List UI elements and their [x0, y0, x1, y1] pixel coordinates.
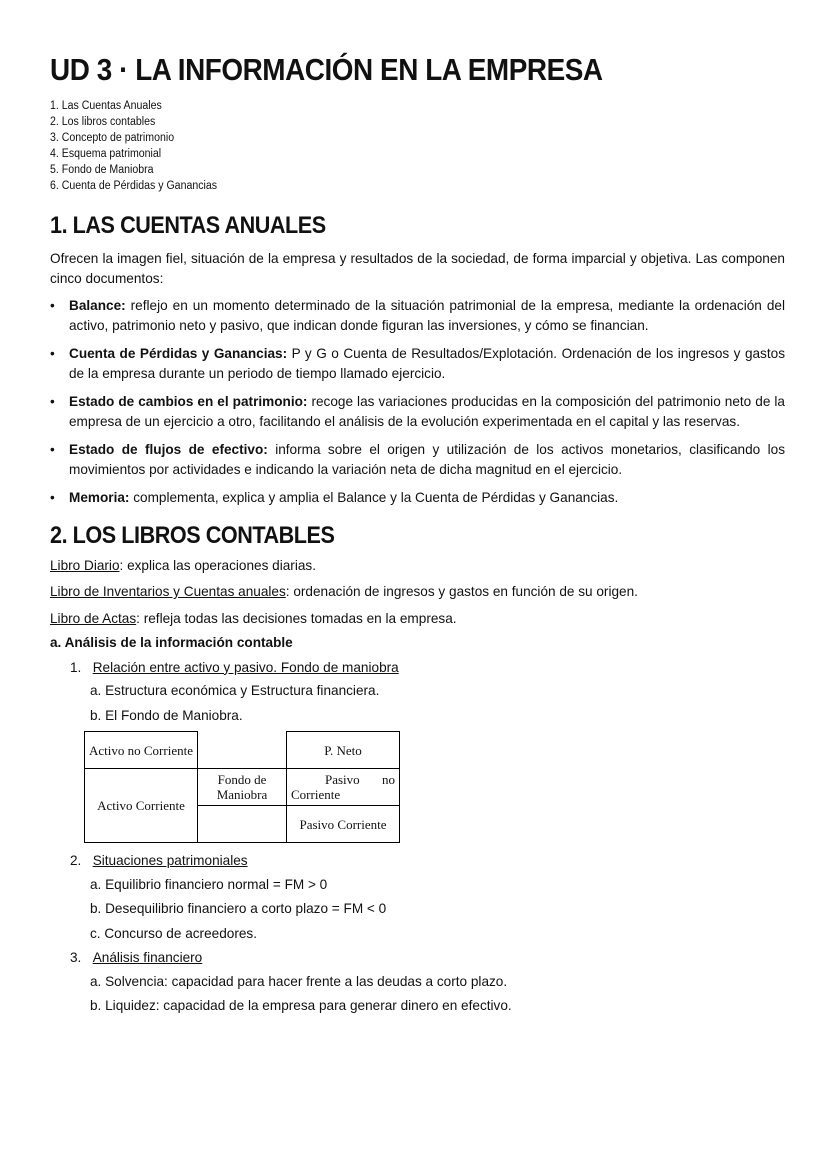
- book-inventarios: [50, 582, 785, 602]
- relation-b: b. El Fondo de Maniobra.: [90, 707, 243, 723]
- fondo-maniobra-table: [84, 731, 400, 843]
- situation-a: a. Equilibrio financiero normal = FM > 0: [90, 876, 328, 892]
- section-1-intro: Ofrecen la imagen fiel, situación de la empresa y resultados de la sociedad, de forma imparcial y objetiva. Las componen cinco documentos:: [50, 251, 785, 286]
- toc-item: 5. Fondo de Maniobra: [50, 164, 154, 176]
- book-description: : refleja todas las decisiones tomadas en la empresa.: [136, 610, 457, 626]
- list-item: [50, 344, 785, 383]
- item-number: 3.: [70, 950, 82, 965]
- book-name: Libro de Inventarios y Cuentas anuales: [50, 584, 286, 599]
- toc-item: 3. Concepto de patrimonio: [50, 132, 175, 144]
- situation-c: c. Concurso de acreedores.: [90, 925, 257, 941]
- toc-item: 1. Las Cuentas Anuales: [50, 100, 162, 112]
- section-1-heading: 1. LAS CUENTAS ANUALES: [50, 212, 326, 239]
- definition: complementa, explica y amplia el Balance y la Cuenta de Pérdidas y Ganancias.: [129, 490, 619, 505]
- definition: P y G o Cuenta de Resultados/Explotación. Ordenación de los ingresos y gastos de la empresa durante un periodo de tiempo llamado ejercicio.: [69, 346, 785, 381]
- situations-heading: [50, 851, 785, 871]
- list-item: [50, 296, 785, 335]
- book-description: : explica las operaciones diarias.: [119, 557, 316, 573]
- book-diario: [50, 556, 785, 576]
- item-title: Análisis financiero: [92, 950, 203, 965]
- table-of-contents: [50, 98, 785, 194]
- annual-accounts-list: [50, 296, 785, 508]
- item-title: Relación entre activo y pasivo. Fondo de maniobra: [92, 659, 399, 675]
- term: Memoria:: [69, 490, 130, 505]
- cell-fondo-maniobra: Fondo de Maniobra: [198, 769, 287, 806]
- document-page: [50, 52, 785, 1016]
- term: Estado de cambios en el patrimonio:: [69, 394, 308, 409]
- cell-activo-corriente: Activo Corriente: [85, 769, 198, 843]
- financial-analysis-a: a. Solvencia: capacidad para hacer frente a las deudas a corto plazo.: [90, 973, 508, 989]
- text-fragment: no: [382, 772, 395, 787]
- financial-analysis-heading: [50, 948, 785, 968]
- document-title: UD 3 · LA INFORMACIÓN EN LA EMPRESA: [50, 52, 603, 87]
- analysis-title: a. Análisis de la información contable: [50, 635, 293, 650]
- cell-pasivo-corriente: Pasivo Corriente: [287, 806, 400, 843]
- toc-item: 6. Cuenta de Pérdidas y Ganancias: [50, 180, 218, 192]
- list-item: [50, 392, 785, 431]
- relation-a: a. Estructura económica y Estructura financiera.: [90, 683, 380, 698]
- term: Balance:: [69, 298, 126, 313]
- item-title: Situaciones patrimoniales: [92, 853, 248, 868]
- text-fragment: Pasivo: [325, 772, 360, 787]
- cell-patrimonio-neto: P. Neto: [287, 732, 400, 769]
- relation-heading: [50, 658, 785, 678]
- item-number: 2.: [70, 853, 82, 868]
- definition: recoge las variaciones producidas en la composición del patrimonio neto de la empresa de un ejercicio a otro, facilitando el análisis de la evolución experimentada en el capital y las reservas.: [69, 394, 785, 429]
- list-item: [50, 440, 785, 479]
- cell-empty: [198, 806, 287, 843]
- situation-b: b. Desequilibrio financiero a corto plazo = FM < 0: [90, 901, 387, 916]
- section-2-heading: 2. LOS LIBROS CONTABLES: [50, 521, 335, 549]
- toc-item: 2. Los libros contables: [50, 116, 156, 128]
- book-description: : ordenación de ingresos y gastos en función de su origen.: [285, 584, 638, 599]
- list-item: [50, 488, 785, 508]
- item-number: 1.: [70, 659, 82, 675]
- definition: informa sobre el origen y utilización de los activos monetarios, clasificando los movimientos por actividades e indicando la variación neta de dicha magnitud en el ejercicio.: [69, 442, 785, 477]
- term: Cuenta de Pérdidas y Ganancias:: [69, 346, 288, 361]
- book-actas: [50, 609, 785, 629]
- cell-activo-no-corriente: Activo no Corriente: [85, 732, 198, 769]
- book-name: Libro Diario: [50, 557, 120, 573]
- financial-analysis-b: b. Liquidez: capacidad de la empresa para generar dinero en efectivo.: [90, 998, 512, 1013]
- term: Estado de flujos de efectivo:: [69, 442, 268, 457]
- text-fragment: Corriente: [291, 787, 341, 802]
- book-name: Libro de Actas: [50, 610, 137, 626]
- cell-pasivo-no-corriente: [287, 769, 400, 806]
- toc-item: 4. Esquema patrimonial: [50, 148, 162, 160]
- definition: reflejo en un momento determinado de la situación patrimonial de la empresa, mediante la ordenación del activo, patrimonio neto y pasivo, que indican donde figuran las inversiones, y cómo se financian.: [69, 298, 785, 333]
